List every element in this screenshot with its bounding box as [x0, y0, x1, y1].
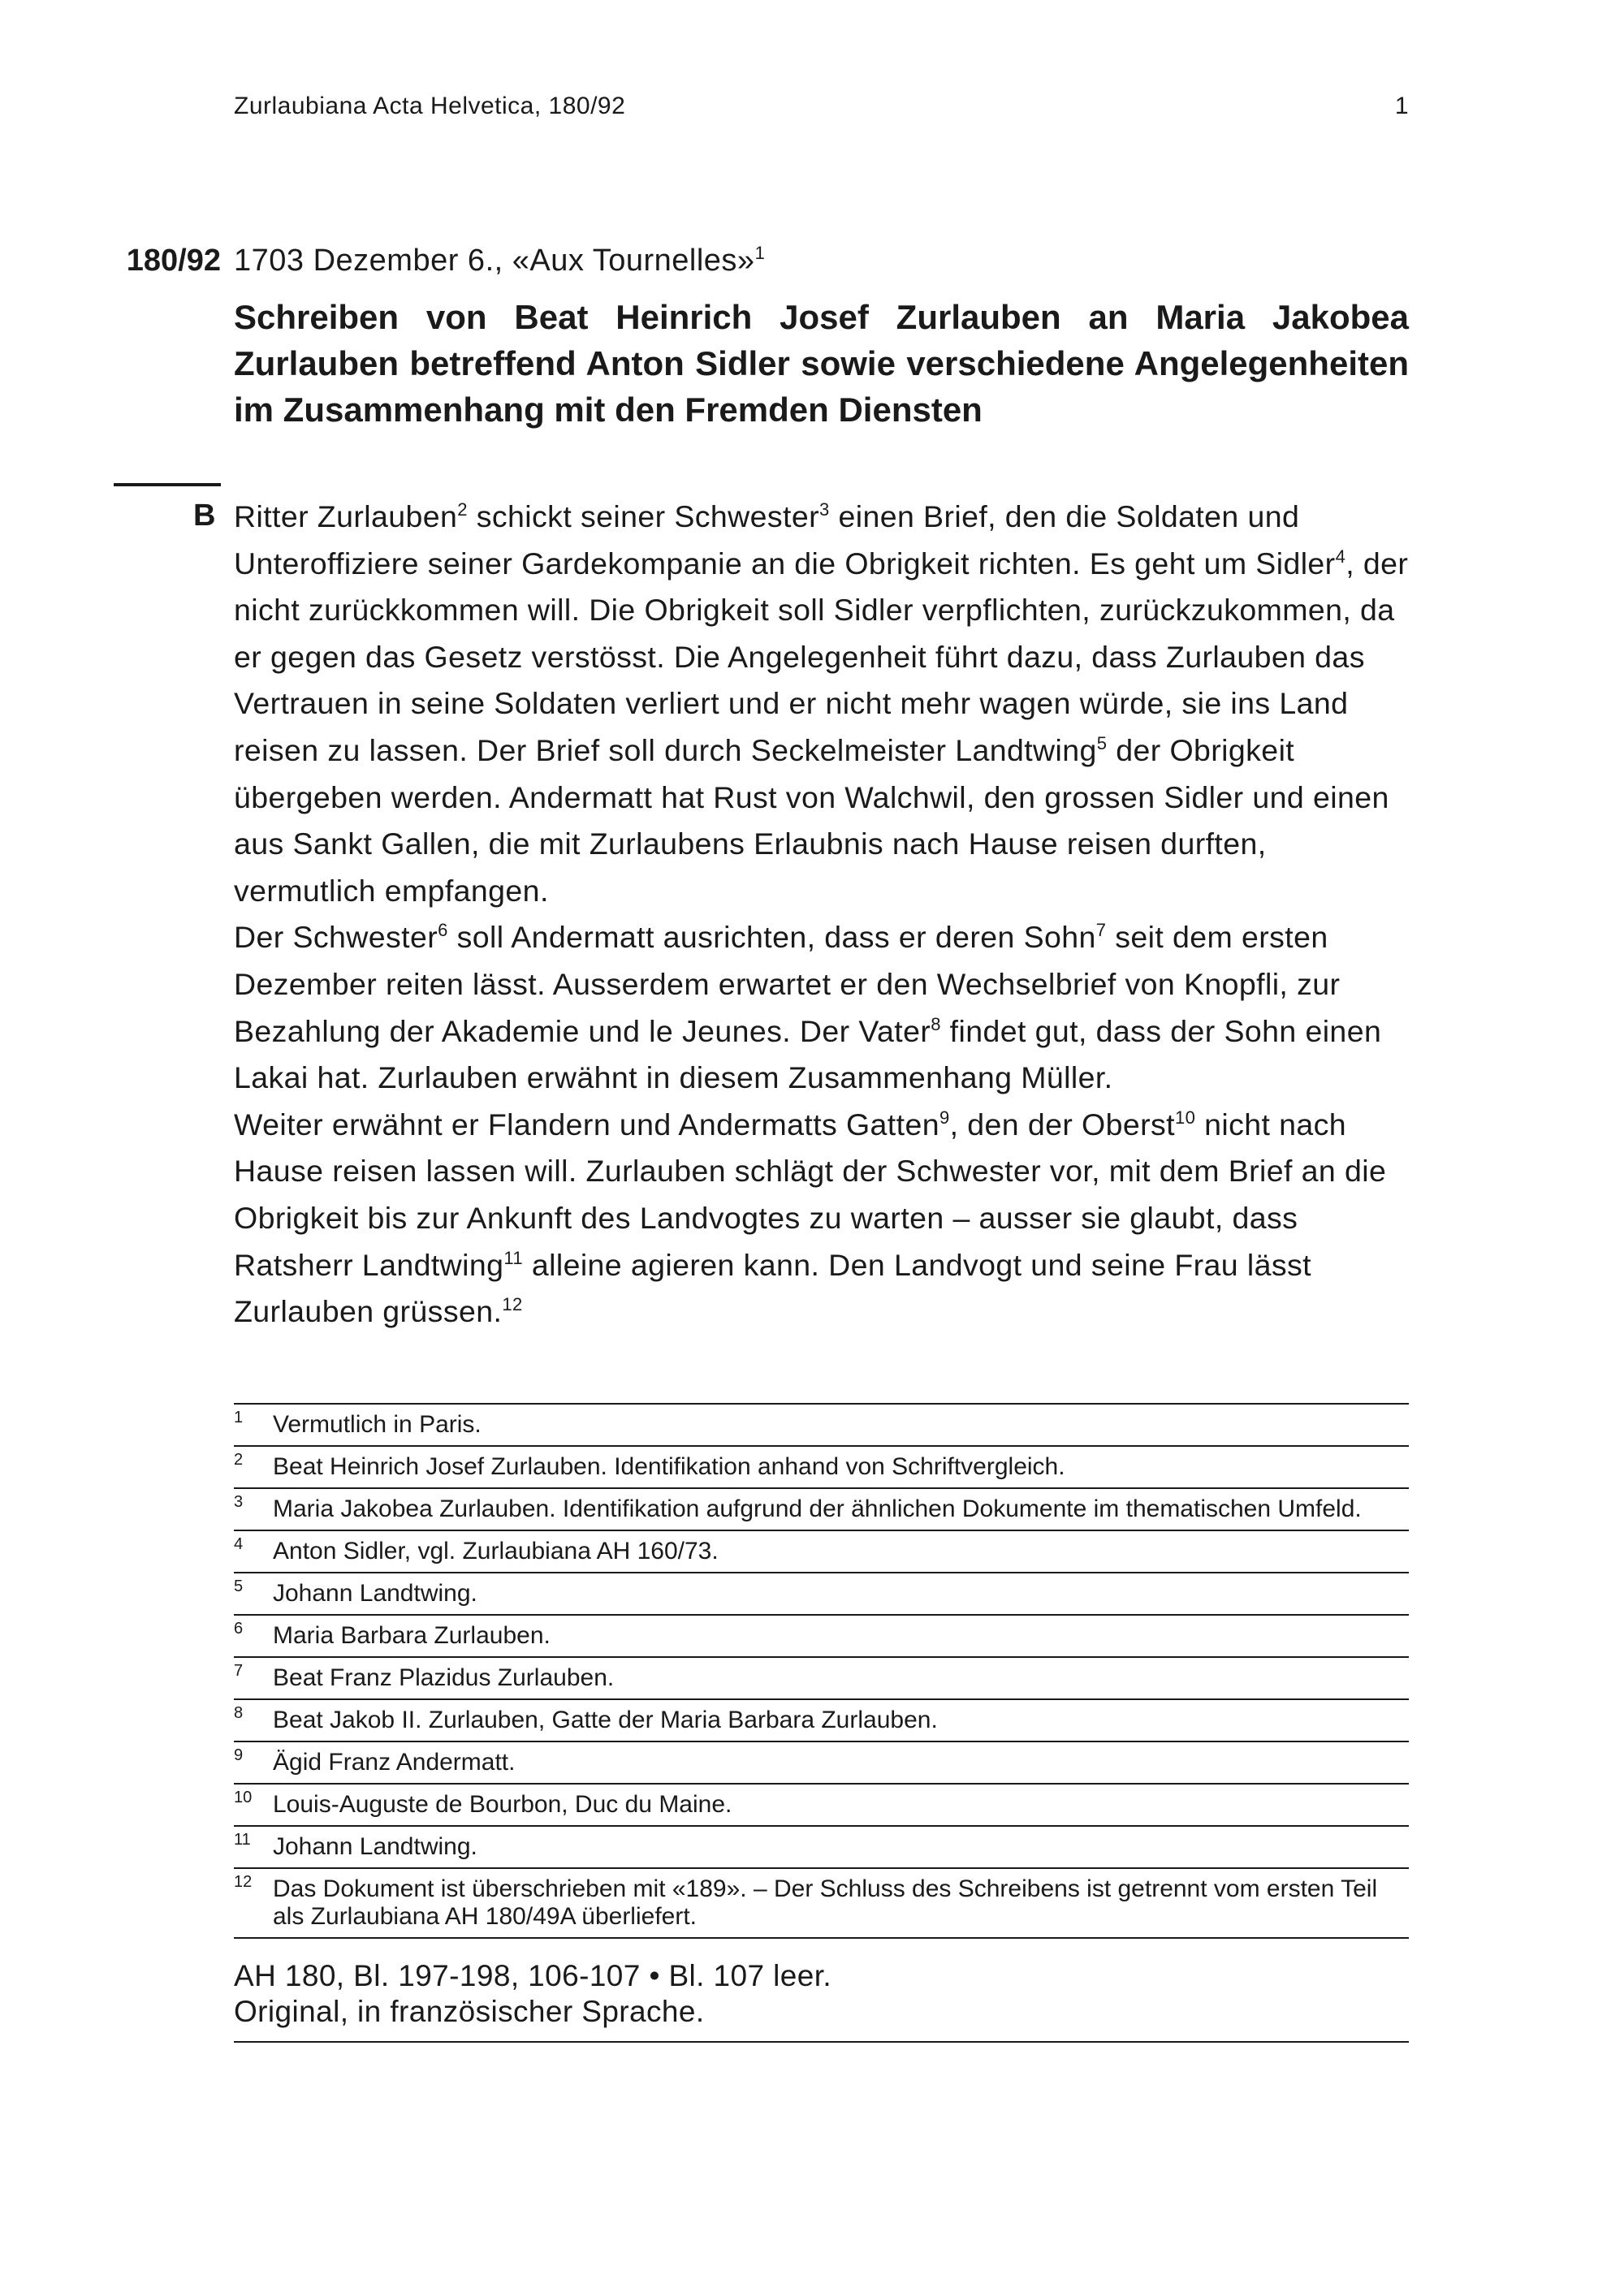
archive-reference	[234, 1958, 1409, 2043]
footnote-text: Louis-Auguste de Bourbon, Duc du Maine.	[273, 1791, 732, 1818]
page-number: 1	[1394, 93, 1409, 119]
footnote-ref-10: 10	[1175, 1107, 1196, 1128]
footnote-ref-3: 3	[819, 499, 830, 520]
footnote-text: Ägid Franz Andermatt.	[273, 1749, 516, 1776]
footnote-number: 7	[234, 1662, 244, 1680]
text-span: Weiter erwähnt er Flandern und Andermatts Gatten	[234, 1107, 939, 1142]
date-place-line	[234, 244, 765, 278]
footnote-row	[234, 1405, 1409, 1447]
footnote-text: Johann Landtwing.	[273, 1833, 477, 1860]
footnote-row	[234, 1531, 1409, 1573]
footnote-ref-6: 6	[438, 920, 448, 941]
text-span: nicht nach Hause reisen lassen will. Zurlauben schlägt der Schwester vor, mit dem Brief an die Obrigkeit bis zur Ankunft des Landvogtes zu warten – ausser sie glaubt, dass Ratsherr Landtwing	[234, 1107, 1387, 1282]
footnote-text: Beat Franz Plazidus Zurlauben.	[273, 1664, 615, 1691]
text-span: schickt seiner Schwester	[467, 499, 819, 533]
text-span: alleine agieren kann. Den Landvogt und seine Frau lässt Zurlauben grüssen.	[234, 1247, 1311, 1329]
regest-paragraph-1	[234, 494, 1409, 914]
footnote-number: 1	[234, 1409, 244, 1426]
footnote-row	[234, 1658, 1409, 1700]
text-span: soll Andermatt ausrichten, dass er deren Sohn	[447, 920, 1096, 955]
footnote-text: Beat Heinrich Josef Zurlauben. Identifikation anhand von Schriftvergleich.	[273, 1453, 1065, 1480]
footnote-ref-8: 8	[931, 1013, 941, 1034]
footnote-row	[234, 1573, 1409, 1616]
archive-line-1: AH 180, Bl. 197-198, 106-107 • Bl. 107 leer.	[234, 1959, 832, 1992]
footnote-number: 6	[234, 1620, 244, 1638]
side-letter: B	[193, 498, 216, 533]
text-span: , der nicht zurückkommen will. Die Obrigkeit soll Sidler verpflichten, zurückzukommen, da er gegen das Gesetz verstösst. Die Angelegenheit führt dazu, dass Zurlauben das Vertrauen in seine Soldaten verliert und er nicht mehr wagen würde, sie ins Land reisen zu lassen. Der Brief soll durch Seckelmeister Landtwing	[234, 546, 1409, 767]
footnote-text: Vermutlich in Paris.	[273, 1411, 482, 1438]
document-number: 180/92	[126, 244, 221, 278]
footnote-ref-4: 4	[1335, 546, 1346, 567]
footnote-row	[234, 1742, 1409, 1785]
archive-line-2: Original, in französischer Sprache.	[234, 1995, 705, 2028]
footnote-row	[234, 1785, 1409, 1827]
footnote-ref-1: 1	[754, 243, 766, 263]
date-place-text: 1703 Dezember 6., «Aux Tournelles»	[234, 244, 755, 278]
footnote-number: 4	[234, 1535, 244, 1553]
footnote-ref-12: 12	[502, 1294, 523, 1315]
regest-paragraph-2	[234, 914, 1409, 1101]
document-title: Schreiben von Beat Heinrich Josef Zurlauben an Maria Jakobea Zurlauben betreffend Anton Sidler sowie verschiedene Angelegenheiten im Zusammenhang mit den Fremden Diensten	[234, 298, 1409, 429]
footnote-ref-9: 9	[939, 1107, 950, 1128]
footnote-row	[234, 1869, 1409, 1939]
footnote-row	[234, 1827, 1409, 1869]
footnote-ref-7: 7	[1095, 920, 1107, 941]
footnote-text: Johann Landtwing.	[273, 1580, 477, 1607]
footnote-number: 12	[234, 1873, 253, 1891]
text-span: der Obrigkeit übergeben werden. Andermatt hat Rust von Walchwil, den grossen Sidler und einen aus Sankt Gallen, die mit Zurlaubens Erlaubnis nach Hause reisen durften, vermutlich empfangen.	[234, 732, 1389, 908]
footnotes	[234, 1403, 1409, 1939]
footnote-ref-5: 5	[1096, 732, 1108, 753]
running-title: Zurlaubiana Acta Helvetica, 180/92	[234, 93, 626, 119]
footnote-number: 8	[234, 1704, 244, 1722]
regest-paragraph-3	[234, 1102, 1409, 1336]
text-span: findet gut, dass der Sohn einen Lakai hat. Zurlauben erwähnt in diesem Zusammenhang Müller.	[234, 1013, 1382, 1095]
footnote-row	[234, 1447, 1409, 1489]
footnote-text: Maria Jakobea Zurlauben. Identifikation aufgrund der ähnlichen Dokumente im thematischen Umfeld.	[273, 1495, 1362, 1522]
footnote-text: Maria Barbara Zurlauben.	[273, 1622, 551, 1649]
text-span: Der Schwester	[234, 920, 438, 955]
footnote-number: 10	[234, 1789, 253, 1806]
text-span: Ritter Zurlauben	[234, 499, 458, 533]
side-rule	[114, 483, 221, 486]
footnote-number: 11	[234, 1831, 251, 1849]
footnote-number: 3	[234, 1493, 244, 1511]
text-span: einen Brief, den die Soldaten und Unteroffiziere seiner Gardekompanie an die Obrigkeit richten. Es geht um Sidler	[234, 499, 1336, 580]
footnote-row	[234, 1700, 1409, 1742]
footnote-ref-11: 11	[503, 1247, 524, 1268]
text-span: seit dem ersten Dezember reiten lässt. Ausserdem erwartet er den Wechselbrief von Knopfli, zur Bezahlung der Akademie und le Jeunes. Der Vater	[234, 920, 1341, 1048]
footnote-number: 2	[234, 1451, 244, 1469]
footnote-number: 9	[234, 1746, 244, 1764]
footnote-row	[234, 1616, 1409, 1658]
footnote-row	[234, 1489, 1409, 1531]
regest-text	[234, 494, 1409, 1336]
running-head	[234, 93, 1409, 120]
footnote-number: 5	[234, 1577, 244, 1595]
text-span: , den der Oberst	[949, 1107, 1175, 1142]
footnote-text: Anton Sidler, vgl. Zurlaubiana AH 160/73.	[273, 1538, 719, 1564]
footnote-ref-2: 2	[457, 499, 468, 520]
footnote-text: Das Dokument ist überschrieben mit «189». – Der Schluss des Schreibens ist getrennt vom ersten Teil als Zurlaubiana AH 180/49A überliefert.	[273, 1875, 1378, 1930]
footnote-text: Beat Jakob II. Zurlauben, Gatte der Maria Barbara Zurlauben.	[273, 1707, 938, 1733]
